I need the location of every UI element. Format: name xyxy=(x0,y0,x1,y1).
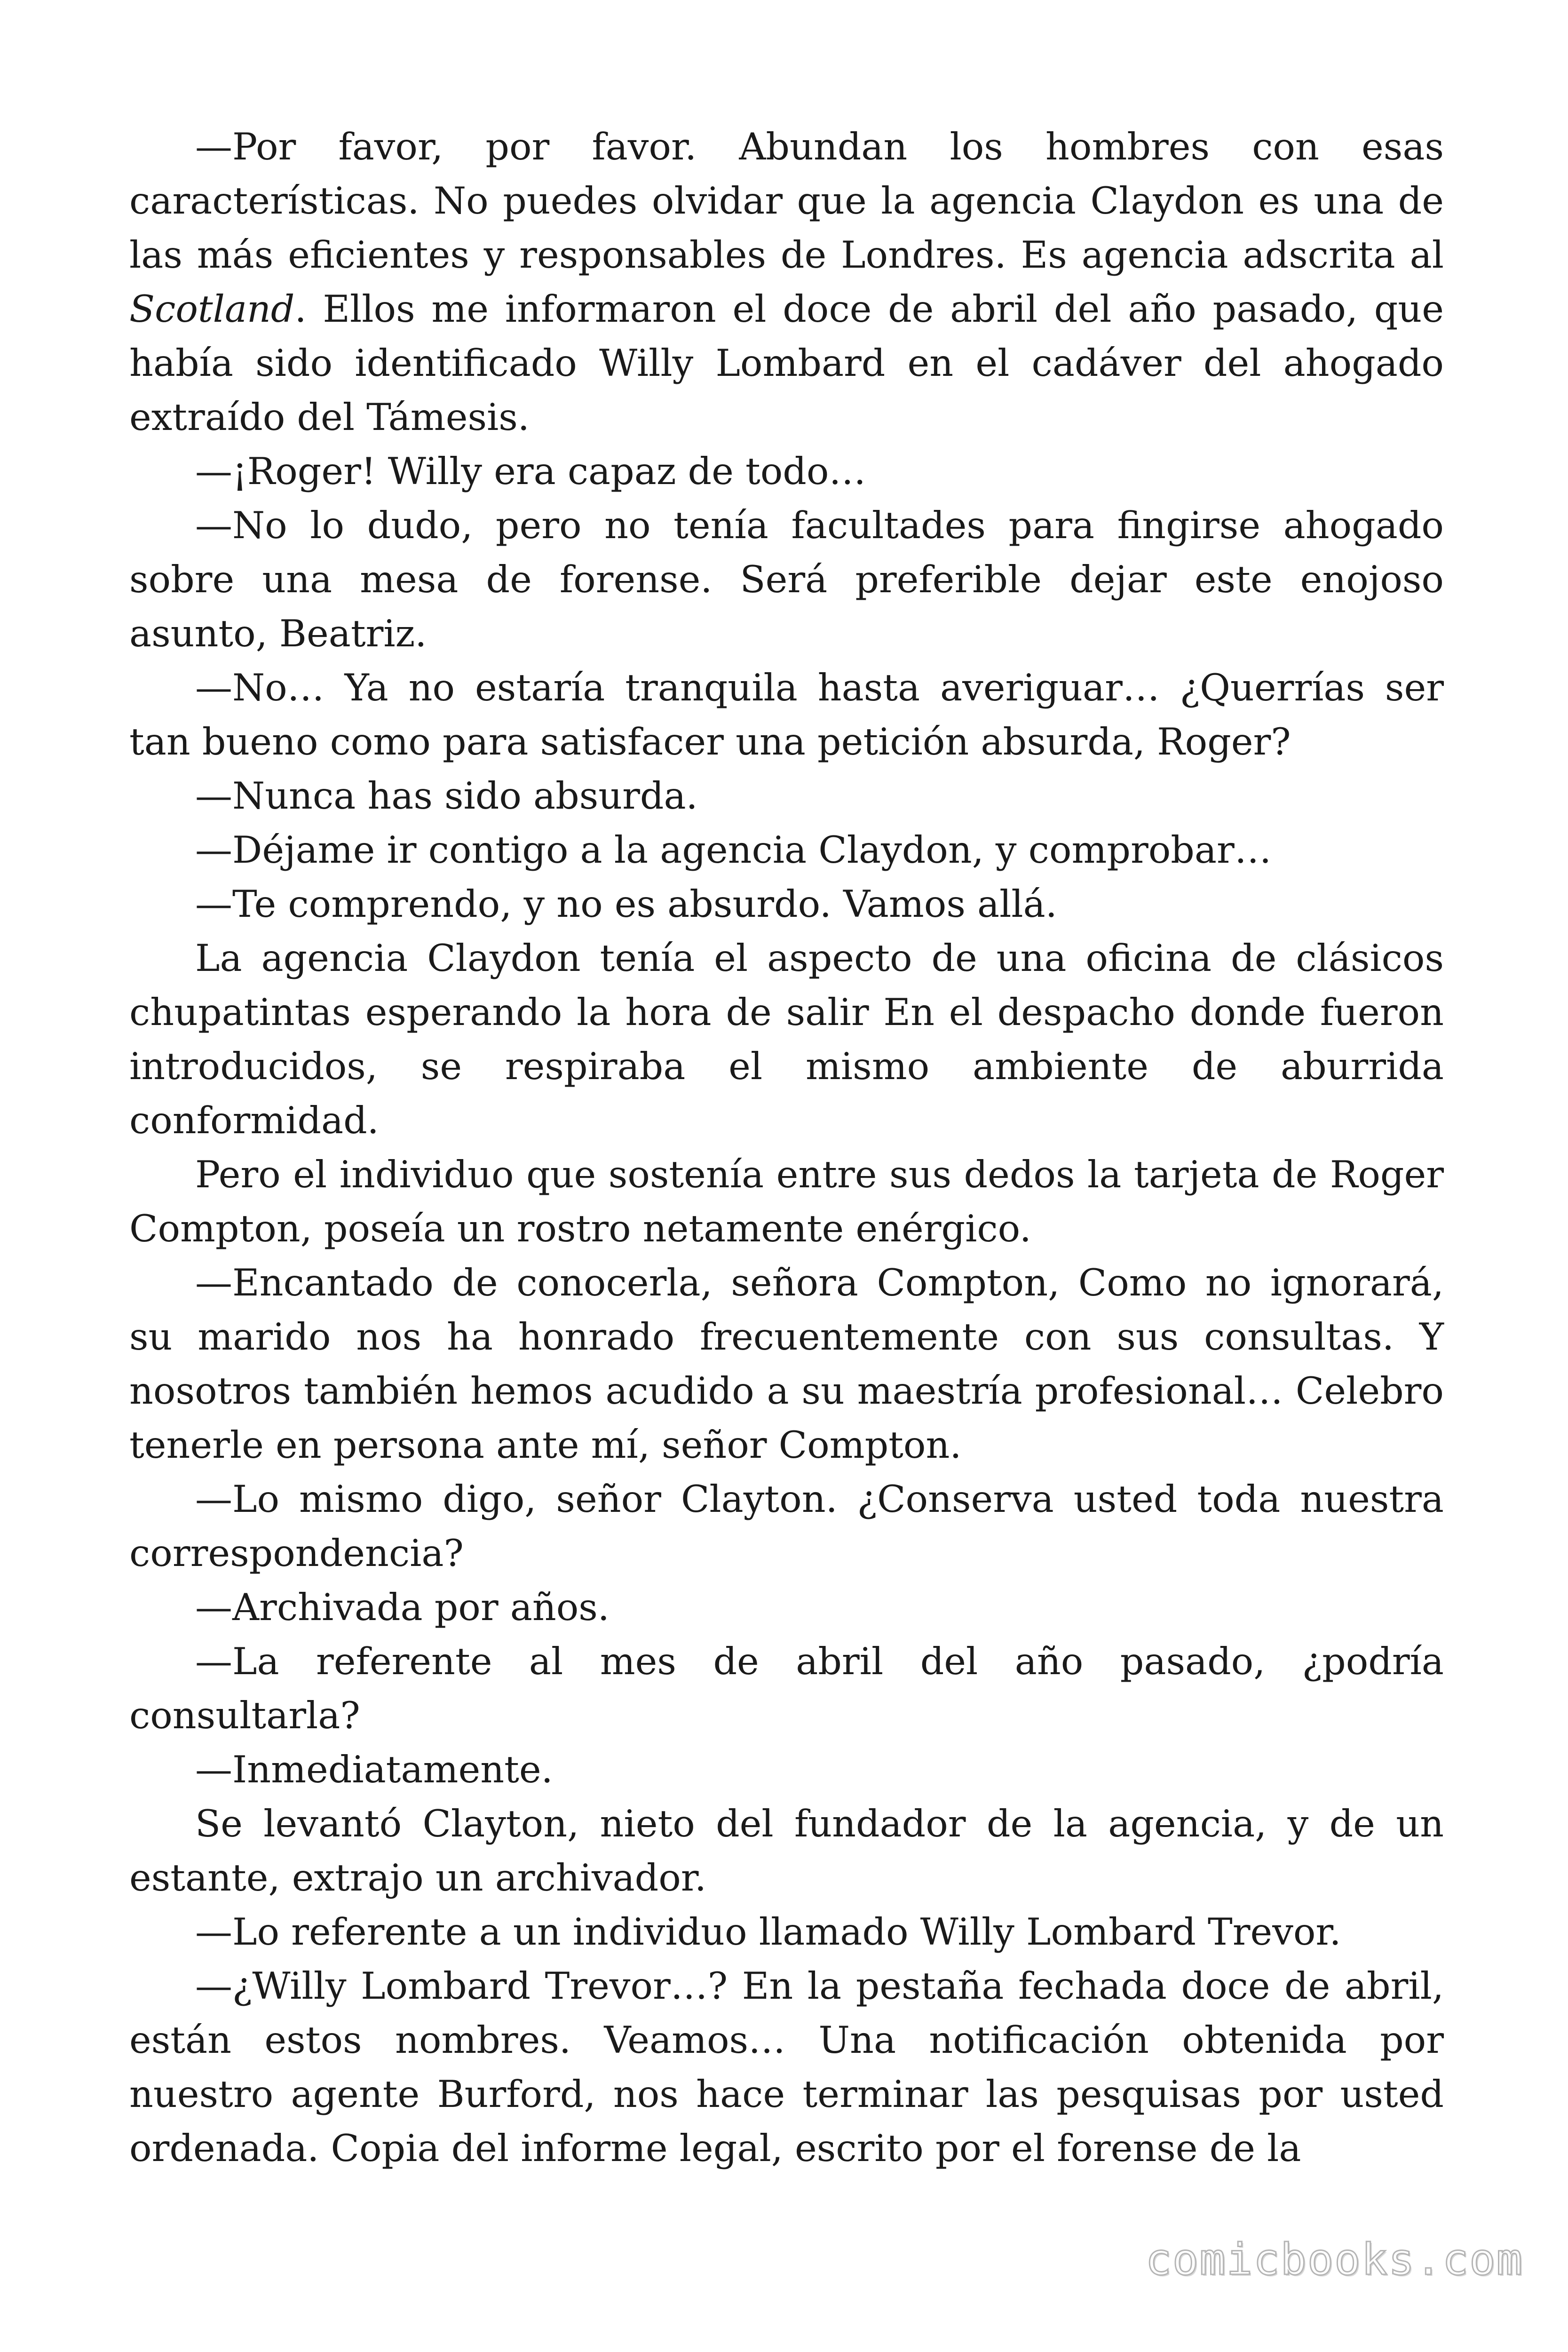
paragraph-1 xyxy=(129,120,1444,445)
paragraph-8: La agencia Claydon tenía el aspecto de una oficina de clásicos chupatintas esperando la hora de salir En el despacho donde fueron introducidos, se respiraba el mismo ambiente de aburrida conformidad. xyxy=(129,937,1444,1142)
paragraph-1-end: . Ellos me informaron el doce de abril del año pasado, que había sido identificado Willy Lombard en el cadáver del ahogado extraído del Támesis. xyxy=(129,287,1444,439)
page-text xyxy=(129,120,1444,2176)
paragraph-13: —La referente al mes de abril del año pasado, ¿podría consultarla? xyxy=(129,1640,1444,1737)
paragraph-7: —Te comprendo, y no es absurdo. Vamos allá. xyxy=(195,882,1057,926)
paragraph-16: —Lo referente a un individuo llamado Willy Lombard Trevor. xyxy=(195,1910,1341,1954)
paragraph-4: —No… Ya no estaría tranquila hasta averiguar… ¿Querrías ser tan bueno como para satisfacer una petición absurda, Roger? xyxy=(129,666,1444,763)
paragraph-10: —Encantado de conocerla, señora Compton, Como no ignorará, su marido nos ha honrado frecuentemente con sus consultas. Y nosotros también hemos acudido a su maestría profesional… Celebro tenerle en persona ante mí, señor Compton. xyxy=(129,1261,1444,1467)
paragraph-2: —¡Roger! Willy era capaz de todo… xyxy=(195,450,866,493)
watermark: comicbooks.com xyxy=(1145,2234,1523,2285)
paragraph-12: —Archivada por años. xyxy=(195,1586,610,1629)
paragraph-15: Se levantó Clayton, nieto del fundador de la agencia, y de un estante, extrajo un archivador. xyxy=(129,1802,1444,1899)
paragraph-14: —Inmediatamente. xyxy=(195,1748,553,1791)
paragraph-11: —Lo mismo digo, señor Clayton. ¿Conserva usted toda nuestra correspondencia? xyxy=(129,1478,1444,1575)
paragraph-5: —Nunca has sido absurda. xyxy=(195,774,698,818)
paragraph-6: —Déjame ir contigo a la agencia Claydon, y comprobar… xyxy=(195,828,1272,872)
paragraph-9: Pero el individuo que sostenía entre sus dedos la tarjeta de Roger Compton, poseía un rostro netamente enérgico. xyxy=(129,1153,1444,1250)
paragraph-17: —¿Willy Lombard Trevor…? En la pestaña fechada doce de abril, están estos nombres. Veamos… Una notificación obtenida por nuestro agente Burford, nos hace terminar las pesquisas por usted ordenada. Copia del informe legal, escrito por el forense de la xyxy=(129,1964,1444,2170)
paragraph-1-start: —Por favor, por favor. Abundan los hombres con esas características. No puedes olvidar que la agencia Claydon es una de las más eficientes y responsables de Londres. Es agencia adscrita al xyxy=(129,125,1444,277)
paragraph-1-italic: Scotland xyxy=(129,287,295,331)
paragraph-3: —No lo dudo, pero no tenía facultades para fingirse ahogado sobre una mesa de forense. Será preferible dejar este enojoso asunto, Beatriz. xyxy=(129,504,1444,655)
